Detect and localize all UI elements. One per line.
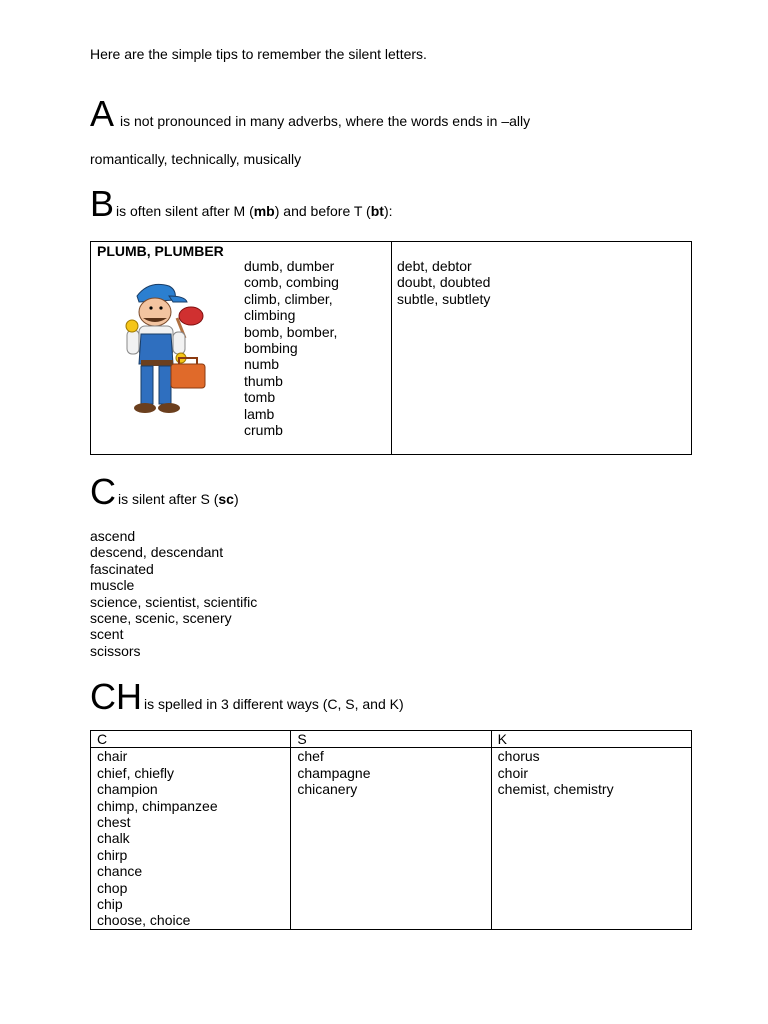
list-item: chance	[97, 863, 143, 880]
section-b-bold-bt: bt	[370, 203, 384, 219]
section-c-rule-part1: is silent after S (	[118, 491, 219, 507]
list-item: debt, debtor	[397, 258, 472, 274]
list-item: thumb	[244, 372, 283, 389]
letters-ch: CH	[90, 676, 142, 717]
column-header-c: C	[91, 731, 291, 748]
section-b-bold-mb: mb	[253, 203, 275, 219]
list-item: chip	[97, 896, 123, 913]
list-item: bomb, bomber,	[244, 323, 338, 340]
column-header-s: S	[291, 731, 491, 748]
list-item: chimp, chimpanzee	[97, 797, 218, 814]
list-item: science, scientist, scientific	[90, 593, 258, 610]
list-item: chicanery	[297, 781, 358, 798]
letter-c: C	[90, 471, 116, 512]
section-a-rule: is not pronounced in many adverbs, where the words ends in –ally	[120, 113, 531, 129]
section-b-rule-part2: ) and before T (	[274, 203, 371, 219]
section-a-examples: romantically, technically, musically	[90, 151, 302, 167]
list-item: subtle, subtlety	[397, 290, 491, 307]
section-ch-heading	[90, 676, 404, 717]
list-item: dumb, dumber	[244, 258, 335, 274]
list-item: climbing	[244, 307, 296, 324]
section-b-rule-part1: is often silent after M (	[116, 203, 254, 219]
list-item: chair	[97, 748, 128, 765]
list-item: chorus	[497, 748, 540, 765]
list-item: doubt, doubted	[397, 274, 491, 291]
table-row	[91, 748, 692, 929]
list-item: chemist, chemistry	[497, 781, 614, 798]
table-divider	[391, 242, 392, 454]
list-item: chest	[97, 814, 131, 831]
sc-word-list	[90, 528, 257, 659]
list-item: chief, chiefly	[97, 764, 175, 781]
list-item: numb	[244, 356, 280, 373]
ch-spelling-table	[90, 730, 692, 930]
list-item: descend, descendant	[90, 544, 224, 561]
silent-b-table	[90, 241, 692, 455]
bt-word-list	[397, 258, 490, 307]
list-item: chef	[297, 748, 324, 765]
list-item: chirp	[97, 846, 128, 863]
list-item: lamb	[244, 405, 275, 422]
section-a-heading	[90, 93, 531, 134]
list-item: chalk	[97, 830, 130, 847]
c-words-cell	[91, 748, 291, 929]
list-item: chop	[97, 879, 128, 896]
mb-word-list	[244, 258, 339, 438]
table-heading: PLUMB, PLUMBER	[97, 243, 224, 259]
intro-text: Here are the simple tips to remember the silent letters.	[90, 46, 427, 62]
list-item: climb, climber,	[244, 290, 333, 307]
letter-b: B	[90, 183, 115, 224]
list-item: bombing	[244, 340, 298, 357]
list-item: fascinated	[90, 560, 154, 577]
plumber-illustration	[99, 274, 211, 424]
table-header-row	[91, 731, 692, 748]
list-item: comb, combing	[244, 274, 339, 291]
list-item: muscle	[90, 577, 135, 594]
list-item: ascend	[90, 528, 136, 544]
k-words-cell	[491, 748, 691, 929]
section-ch-rule: is spelled in 3 different ways (C, S, and K)	[144, 696, 404, 712]
column-header-k: K	[491, 731, 691, 748]
list-item: scene, scenic, scenery	[90, 610, 232, 627]
list-item: champagne	[297, 764, 371, 781]
list-item: scent	[90, 626, 124, 643]
list-item: scissors	[90, 642, 141, 659]
list-item: champion	[97, 781, 158, 798]
list-item: crumb	[244, 422, 283, 439]
section-b-heading	[90, 183, 393, 224]
section-c-rule-part2: )	[233, 491, 239, 507]
section-c-heading	[90, 471, 239, 512]
list-item: choir	[497, 764, 529, 781]
list-item: choose, choice	[97, 912, 191, 929]
letter-a: A	[90, 93, 115, 134]
section-b-rule-part3: ):	[383, 203, 393, 219]
section-c-bold-sc: sc	[218, 491, 234, 507]
list-item: tomb	[244, 389, 276, 406]
s-words-cell	[291, 748, 491, 929]
